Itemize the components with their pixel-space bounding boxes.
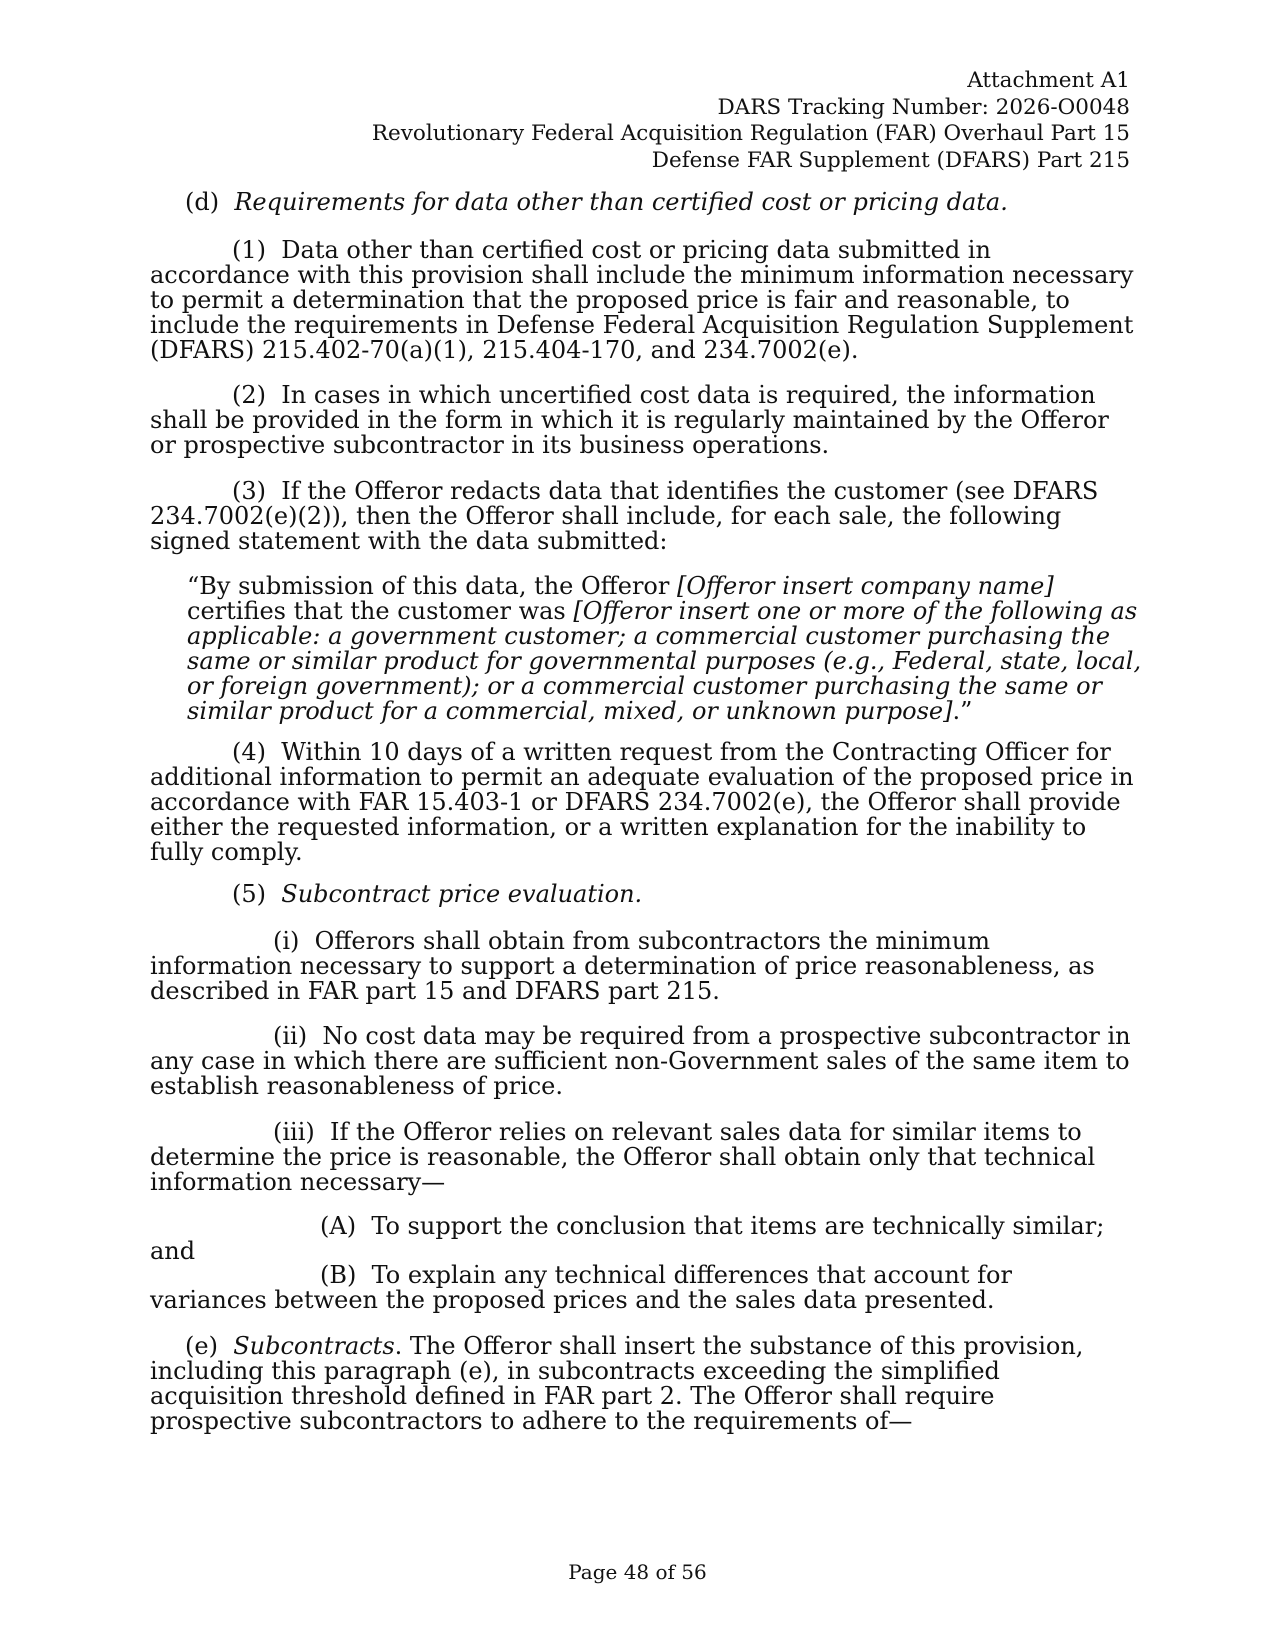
paragraph-text: If the Offeror relies on relevant sales data for similar items to determine the price is reasonable, the Offeror shall obtain only that technical information necessary— xyxy=(150,1118,1096,1196)
paragraph-label: (ii) xyxy=(273,1022,308,1050)
paragraph-text: To support the conclusion that items are technically similar; and xyxy=(150,1212,1105,1265)
quote-placeholder: [Offeror insert one or more of the following as applicable: a government customer; a commercial customer purchasing the same or similar product for governmental purposes (e.g., Federal, state, local, or foreign government); or a commercial customer purchasing the same or similar product for a commercial, mixed, or unknown purpose] xyxy=(187,597,1142,725)
document-header xyxy=(372,68,1130,174)
certification-statement xyxy=(187,574,1142,724)
paragraph-d5-heading xyxy=(150,882,1135,907)
quote-text: “By submission of this data, the Offeror xyxy=(187,572,677,600)
header-far-part: Revolutionary Federal Acquisition Regulation (FAR) Overhaul Part 15 xyxy=(371,121,1130,146)
paragraph-text: No cost data may be required from a prospective subcontractor in any case in which there are sufficient non-Government sales of the same item to establish reasonableness of price. xyxy=(150,1022,1131,1100)
paragraph-heading: Subcontract price evaluation. xyxy=(281,880,643,908)
paragraph-text: To explain any technical differences that account for variances between the proposed prices and the sales data presented. xyxy=(150,1261,1012,1314)
page-number: Page 48 of 56 xyxy=(568,1560,707,1584)
paragraph-label: (4) xyxy=(232,738,266,766)
tracking-number: DARS Tracking Number: 2026-O0048 xyxy=(717,94,1130,120)
paragraph-text: Within 10 days of a written request from the Contracting Officer for additional information to permit an adequate evaluation of the proposed price in accordance with FAR 15.403-1 or DFARS 234.7002(e), the Offeror shall provide either the requested information, or a written explanation for the inability to fully comply. xyxy=(150,738,1134,866)
paragraph-text: In cases in which uncertified cost data is required, the information shall be provided in the form in which it is regularly maintained by the Offeror or prospective subcontractor in its business operations. xyxy=(150,381,1109,459)
paragraph-e xyxy=(150,1334,1135,1434)
paragraph-d5ii xyxy=(150,1024,1135,1099)
paragraph-heading: Subcontracts xyxy=(233,1332,395,1360)
paragraph-label: (iii) xyxy=(273,1118,315,1146)
quote-placeholder: [Offeror insert company name] xyxy=(676,572,1054,600)
paragraph-d-heading xyxy=(150,190,1135,215)
header-dfars-part: Defense FAR Supplement (DFARS) Part 215 xyxy=(651,147,1130,173)
paragraph-label: (3) xyxy=(232,477,266,505)
quote-text: .” xyxy=(952,697,973,725)
paragraph-label: (1) xyxy=(232,236,266,264)
paragraph-label: (B) xyxy=(320,1261,357,1289)
paragraph-d5i xyxy=(150,929,1135,1004)
paragraph-label: (2) xyxy=(232,381,266,409)
paragraph-label: (i) xyxy=(273,927,300,955)
paragraph-d3 xyxy=(150,479,1135,554)
paragraph-text: Offerors shall obtain from subcontractors the minimum information necessary to support a determination of price reasonableness, as described in FAR part 15 and DFARS part 215. xyxy=(150,927,1095,1005)
paragraph-label: (d) xyxy=(185,188,220,216)
paragraph-d5iii xyxy=(150,1120,1135,1195)
paragraph-text: . The Offeror shall insert the substance of this provision, including this paragraph (e), in subcontracts exceeding the simplified acquisition threshold defined in FAR part 2. The Offeror shall require prospective subcontractors to adhere to the requirements of— xyxy=(150,1332,1084,1435)
paragraph-d4 xyxy=(150,740,1135,865)
paragraph-d5iiiA xyxy=(150,1214,1135,1264)
quote-text: certifies that the customer was xyxy=(187,597,574,625)
attachment-label: Attachment A1 xyxy=(967,68,1130,93)
paragraph-text: Data other than certified cost or pricing data submitted in accordance with this provision shall include the minimum information necessary to permit a determination that the proposed price is fair and reasonable, to include the requirements in Defense Federal Acquisition Regulation Supplement (DFARS) 215.402-70(a)(1), 215.404-170, and 234.7002(e). xyxy=(150,236,1134,364)
paragraph-label: (e) xyxy=(185,1332,218,1360)
paragraph-d5iiiB xyxy=(150,1263,1135,1313)
paragraph-label: (5) xyxy=(232,880,266,908)
paragraph-heading: Requirements for data other than certified cost or pricing data. xyxy=(234,188,1008,216)
paragraph-label: (A) xyxy=(320,1212,357,1240)
paragraph-d1 xyxy=(150,238,1135,363)
paragraph-d2 xyxy=(150,383,1135,458)
paragraph-text: If the Offeror redacts data that identifies the customer (see DFARS 234.7002(e)(2)), then the Offeror shall include, for each sale, the following signed statement with the data submitted: xyxy=(150,477,1099,555)
